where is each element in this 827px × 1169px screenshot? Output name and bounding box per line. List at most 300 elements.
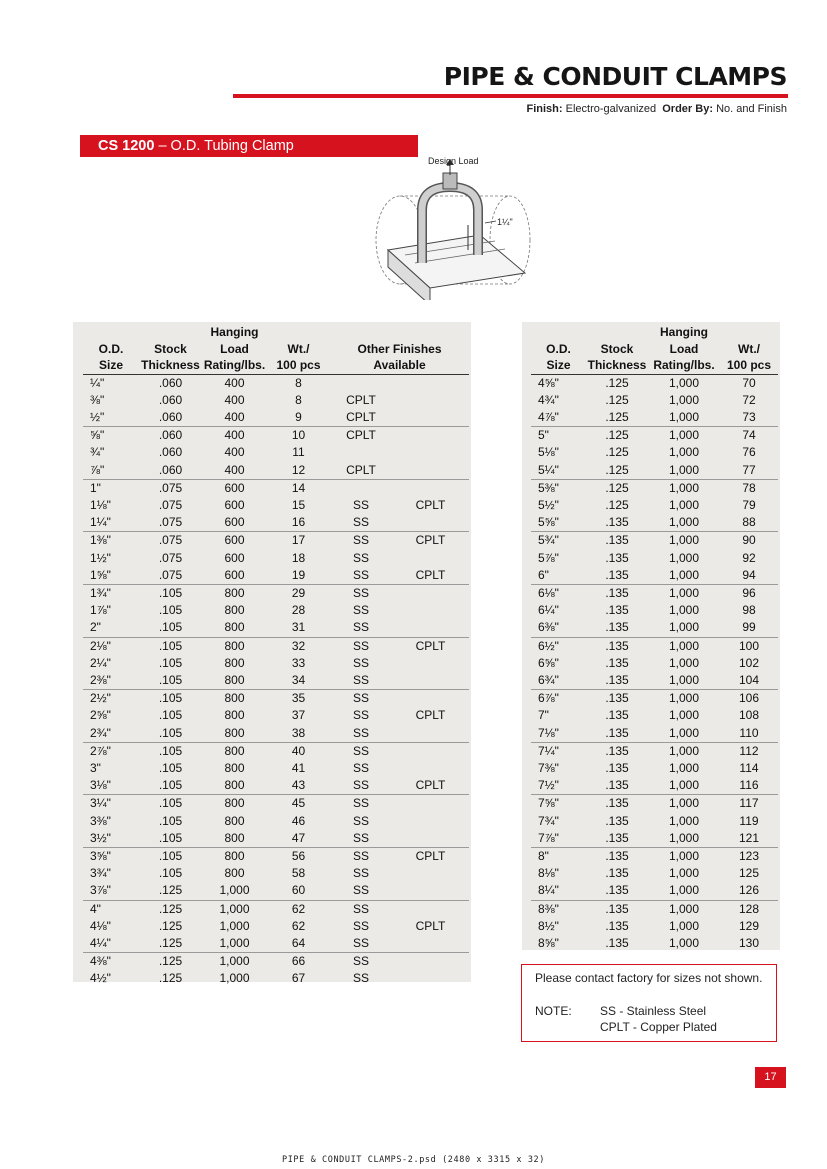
table-cell: 34	[267, 672, 330, 690]
table-cell: .135	[605, 533, 629, 548]
table-cell: .105	[158, 866, 183, 881]
col-od-size: O.D. Size	[531, 324, 586, 374]
table-cell: 7⅝"	[538, 796, 559, 811]
table-cell: 1,000	[668, 428, 700, 443]
table-cell: 31	[267, 619, 330, 637]
design-load-label: Design Load	[428, 156, 479, 166]
table-cell: SS	[330, 725, 392, 743]
order-value: No. and Finish	[716, 103, 787, 115]
table-cell: 106	[738, 691, 760, 706]
table-cell: 66	[291, 954, 306, 969]
table-cell: CPLT	[415, 848, 446, 863]
table-cell: SS	[352, 954, 369, 969]
table-cell: .125	[605, 445, 629, 460]
table-cell: 1,000	[668, 708, 700, 723]
table-row	[83, 707, 469, 724]
table-cell: 9	[267, 409, 330, 427]
contact-note: Please contact factory for sizes not shown.	[535, 971, 763, 985]
table-cell: 14	[291, 480, 306, 495]
table-cell: .135	[605, 550, 629, 565]
table-cell: 100	[738, 638, 760, 653]
table-row	[531, 777, 778, 795]
table-cell: 800	[224, 743, 245, 758]
table-cell: CPLT	[415, 497, 446, 512]
table-cell: 1,000	[668, 901, 700, 916]
table-row	[83, 813, 469, 830]
table-cell: 1,000	[648, 409, 720, 427]
table-cell: 8"	[538, 848, 549, 863]
table-cell: 1,000	[668, 936, 700, 950]
table-cell: 1,000	[668, 655, 700, 670]
table-cell: 800	[224, 760, 245, 775]
table-row	[531, 690, 778, 708]
table-cell: 94	[720, 567, 778, 585]
table-cell: .105	[158, 691, 183, 706]
table-row	[83, 584, 469, 602]
table-cell: 2½"	[90, 691, 111, 706]
table-cell: 64	[267, 935, 330, 953]
table-cell	[392, 584, 469, 602]
table-cell: .060	[158, 445, 183, 460]
table-cell: 600	[224, 533, 245, 548]
table-cell: 3⅞"	[83, 882, 139, 900]
note-box	[521, 964, 777, 1042]
table-row	[83, 567, 469, 585]
table-cell: 1,000	[219, 971, 250, 986]
table-cell: 10	[291, 428, 306, 443]
table-cell	[392, 655, 469, 672]
table-cell: 6⅞"	[538, 691, 559, 706]
table-cell: 1,000	[648, 567, 720, 585]
table-cell: SS	[352, 533, 369, 548]
table-cell: 5⅝"	[531, 514, 586, 532]
product-code: CS 1200	[98, 138, 155, 154]
table-cell: 88	[720, 514, 778, 532]
table-cell: 119	[739, 813, 759, 828]
note-label: NOTE:	[535, 1004, 572, 1018]
table-cell: .060	[158, 428, 183, 443]
table-cell: 1,000	[668, 533, 700, 548]
table-cell: 6¼"	[538, 603, 559, 618]
table-cell: 800	[202, 619, 267, 637]
table-cell: CPLT	[415, 918, 446, 933]
table-cell: 400	[224, 428, 245, 443]
page-number: 17	[755, 1067, 786, 1088]
table-cell: 6¾"	[531, 672, 586, 690]
table-cell: 1,000	[668, 743, 700, 758]
table-row	[531, 935, 778, 952]
table-cell: SS	[330, 619, 392, 637]
table-cell	[392, 690, 469, 708]
table-cell: SS	[330, 777, 392, 795]
table-cell: 123	[738, 848, 760, 863]
table-row	[83, 392, 469, 409]
table-cell: .135	[605, 901, 629, 916]
table-cell: 1,000	[668, 480, 700, 495]
table-cell: .060	[139, 409, 202, 427]
table-cell: 800	[202, 830, 267, 848]
table-row	[531, 479, 778, 497]
table-cell: .105	[158, 603, 183, 618]
table-row	[531, 584, 778, 602]
table-cell: SS	[330, 830, 392, 848]
right-spec-table	[531, 324, 778, 952]
table-cell	[392, 760, 469, 777]
table-cell: CPLT	[415, 638, 446, 653]
table-cell: SS	[352, 760, 369, 775]
table-cell: 8¼"	[531, 882, 586, 900]
table-cell: 45	[291, 796, 306, 811]
table-cell: 1,000	[668, 691, 700, 706]
table-cell: 6½"	[538, 638, 559, 653]
table-row	[83, 602, 469, 619]
table-row	[531, 374, 778, 392]
clamp-illustration	[360, 155, 540, 300]
table-row	[531, 900, 778, 918]
table-cell	[392, 479, 469, 497]
product-band	[80, 135, 418, 157]
table-cell: 110	[720, 725, 778, 743]
table-cell: 1,000	[668, 550, 700, 565]
table-cell: .125	[586, 462, 648, 480]
table-cell: 1,000	[668, 760, 700, 775]
table-cell: 4½"	[90, 971, 111, 986]
table-row	[83, 760, 469, 777]
table-cell: 1⅞"	[90, 603, 111, 618]
table-cell: 77	[720, 462, 778, 480]
table-row	[531, 637, 778, 655]
table-row	[531, 532, 778, 550]
table-cell	[392, 970, 469, 987]
table-cell: 3⅜"	[90, 813, 111, 828]
table-cell: .135	[586, 882, 648, 900]
table-cell: .135	[605, 655, 629, 670]
table-cell: .105	[158, 655, 183, 670]
table-cell: 6⅜"	[531, 619, 586, 637]
table-cell: 7½"	[531, 777, 586, 795]
table-cell: CPLT	[415, 533, 446, 548]
table-cell	[392, 392, 469, 409]
table-cell: .125	[158, 918, 183, 933]
table-row	[531, 409, 778, 427]
table-cell: 43	[267, 777, 330, 795]
table-cell: 1,000	[648, 672, 720, 690]
table-cell: SS	[352, 691, 369, 706]
table-cell: .075	[158, 480, 183, 495]
col-weight: Wt./ 100 pcs	[720, 324, 778, 374]
table-cell: 1,000	[668, 375, 700, 390]
table-cell: .075	[158, 533, 183, 548]
finish-value: Electro-galvanized	[565, 103, 657, 115]
table-cell	[330, 374, 392, 392]
table-cell: SS	[352, 585, 369, 600]
page-title: PIPE & CONDUIT CLAMPS	[443, 62, 787, 91]
table-row	[83, 777, 469, 795]
table-cell: 8	[295, 392, 302, 407]
table-cell: ⅞"	[83, 462, 139, 480]
table-cell: 1,000	[648, 462, 720, 480]
table-cell: 72	[742, 392, 756, 407]
table-cell: 2⅞"	[90, 743, 111, 758]
table-row	[83, 374, 469, 392]
table-cell: .105	[158, 760, 183, 775]
table-cell: .125	[139, 935, 202, 953]
table-cell: 98	[742, 603, 756, 618]
table-cell: 6⅝"	[538, 655, 559, 670]
table-cell: .125	[605, 497, 629, 512]
table-cell: .060	[158, 392, 183, 407]
table-cell: CPLT	[330, 462, 392, 480]
table-row	[83, 900, 469, 918]
table-cell	[392, 953, 469, 971]
table-cell: 8⅜"	[538, 901, 559, 916]
table-cell	[392, 900, 469, 918]
table-cell: .060	[139, 462, 202, 480]
left-spec-table	[83, 324, 469, 988]
table-cell: 1⅜"	[90, 533, 111, 548]
table-cell: 12	[267, 462, 330, 480]
table-cell: .075	[158, 550, 183, 565]
table-row	[531, 918, 778, 935]
table-row	[83, 672, 469, 690]
table-cell	[392, 427, 469, 445]
table-row	[83, 830, 469, 848]
table-cell: SS	[352, 638, 369, 653]
table-row	[83, 655, 469, 672]
table-cell: 67	[291, 971, 306, 986]
table-cell: .125	[586, 409, 648, 427]
table-cell: SS	[352, 550, 369, 565]
table-row	[531, 847, 778, 865]
table-cell: .125	[605, 428, 629, 443]
table-cell: 28	[291, 603, 306, 618]
table-cell	[392, 865, 469, 882]
table-cell: 3⅝"	[90, 848, 111, 863]
table-cell: CPLT	[392, 777, 469, 795]
table-cell: .125	[605, 375, 629, 390]
table-cell: .075	[139, 514, 202, 532]
table-cell: 800	[202, 725, 267, 743]
table-cell: 5¾"	[538, 533, 559, 548]
table-cell	[392, 672, 469, 690]
left-table-body	[83, 374, 469, 988]
table-cell: 29	[291, 585, 306, 600]
table-row	[83, 690, 469, 708]
table-cell: 800	[202, 672, 267, 690]
col-hanging-load: Hanging Load Rating/lbs.	[203, 325, 266, 372]
table-row	[83, 637, 469, 655]
table-cell: 1,000	[668, 392, 700, 407]
table-cell: 1⅛"	[90, 497, 111, 512]
table-row	[83, 953, 469, 971]
table-cell: 99	[720, 619, 778, 637]
table-cell: 47	[267, 830, 330, 848]
table-cell: 1,000	[668, 866, 700, 881]
table-cell: .135	[605, 708, 629, 723]
table-row	[531, 567, 778, 585]
table-cell: SS	[352, 743, 369, 758]
table-cell: 400	[224, 445, 245, 460]
table-cell: 1,000	[668, 848, 700, 863]
table-cell: 2¼"	[90, 655, 111, 670]
table-cell: SS	[352, 813, 369, 828]
table-row	[83, 970, 469, 987]
table-cell: 1,000	[668, 497, 700, 512]
table-row	[531, 672, 778, 690]
table-cell: 1,000	[668, 813, 700, 828]
table-cell: .135	[605, 796, 629, 811]
table-cell: 2¾"	[83, 725, 139, 743]
table-cell: 3½"	[83, 830, 139, 848]
table-cell: 1,000	[648, 619, 720, 637]
table-cell: 79	[742, 497, 756, 512]
table-cell: 1,000	[668, 603, 700, 618]
table-cell: .135	[605, 638, 629, 653]
table-row	[83, 462, 469, 480]
table-cell	[392, 514, 469, 532]
table-cell: 35	[291, 691, 306, 706]
finish-label: Finish:	[526, 103, 563, 115]
table-cell: .105	[158, 638, 183, 653]
table-cell: 5"	[538, 428, 549, 443]
right-table-panel	[522, 322, 780, 950]
table-cell: .135	[586, 514, 648, 532]
table-cell: .125	[158, 971, 183, 986]
table-cell	[392, 725, 469, 743]
table-cell: 46	[291, 813, 306, 828]
table-cell: SS	[352, 603, 369, 618]
table-cell: 104	[720, 672, 778, 690]
table-cell: 56	[291, 848, 306, 863]
table-row	[531, 550, 778, 567]
table-cell: 400	[202, 409, 267, 427]
table-row	[531, 427, 778, 445]
table-cell: 1,000	[648, 514, 720, 532]
table-cell: .125	[158, 954, 183, 969]
table-cell: 800	[202, 777, 267, 795]
table-cell	[392, 374, 469, 392]
table-cell: SS	[352, 796, 369, 811]
table-cell: .135	[586, 619, 648, 637]
table-cell: 800	[224, 813, 245, 828]
table-cell: 1,000	[219, 954, 250, 969]
table-cell: 1,000	[219, 901, 250, 916]
table-cell: 62	[291, 901, 306, 916]
table-cell: 4⅝"	[538, 375, 559, 390]
table-cell	[392, 830, 469, 848]
table-cell	[392, 619, 469, 637]
table-row	[83, 550, 469, 567]
table-cell: 800	[224, 848, 245, 863]
right-table-body	[531, 374, 778, 952]
table-cell: .105	[139, 830, 202, 848]
table-cell: .125	[605, 392, 629, 407]
table-cell: .075	[158, 497, 183, 512]
table-cell: 1,000	[202, 935, 267, 953]
table-cell: 41	[291, 760, 306, 775]
table-cell: 7"	[538, 708, 549, 723]
table-cell: .135	[586, 567, 648, 585]
table-row	[531, 514, 778, 532]
table-cell: .105	[139, 619, 202, 637]
table-row	[83, 918, 469, 935]
table-cell: 114	[739, 760, 759, 775]
table-cell: 1,000	[648, 725, 720, 743]
table-cell: 40	[291, 743, 306, 758]
table-cell: 600	[202, 514, 267, 532]
table-cell: ¾"	[90, 445, 105, 460]
table-cell: 11	[292, 445, 305, 460]
table-cell: 1¼"	[83, 514, 139, 532]
table-cell: 400	[224, 392, 245, 407]
table-cell: 108	[738, 708, 760, 723]
table-cell	[330, 479, 392, 497]
table-cell: 800	[224, 866, 245, 881]
table-cell: SS	[330, 514, 392, 532]
table-cell: 1,000	[668, 638, 700, 653]
table-cell: .135	[605, 813, 629, 828]
table-cell: .105	[158, 848, 183, 863]
table-row	[83, 935, 469, 953]
table-cell: SS	[330, 882, 392, 900]
table-cell: 125	[738, 866, 760, 881]
table-row	[83, 497, 469, 514]
table-row	[83, 865, 469, 882]
table-cell	[392, 409, 469, 427]
table-row	[83, 882, 469, 900]
table-cell: 73	[720, 409, 778, 427]
table-cell: 1,000	[668, 796, 700, 811]
col-stock-thickness: Stock Thickness	[139, 324, 202, 374]
table-cell: 1,000	[219, 918, 250, 933]
table-cell: CPLT	[392, 567, 469, 585]
table-row	[83, 409, 469, 427]
table-cell: .135	[605, 743, 629, 758]
table-cell: 7¾"	[538, 813, 559, 828]
table-row	[531, 462, 778, 480]
table-row	[83, 795, 469, 813]
table-cell	[392, 742, 469, 760]
table-cell: 117	[739, 796, 759, 811]
table-cell: 5⅜"	[538, 480, 559, 495]
table-cell: 600	[202, 567, 267, 585]
table-cell: 4⅜"	[90, 954, 111, 969]
col-weight: Wt./ 100 pcs	[267, 324, 330, 374]
table-cell: 8	[295, 375, 302, 390]
table-cell: .135	[605, 936, 629, 950]
table-row	[83, 847, 469, 865]
table-cell: 2⅝"	[90, 708, 111, 723]
table-cell: 1½"	[90, 550, 111, 565]
table-cell: 129	[738, 918, 760, 933]
table-cell: SS	[330, 567, 392, 585]
table-row	[83, 427, 469, 445]
table-row	[531, 882, 778, 900]
table-cell: .135	[605, 585, 629, 600]
table-cell: SS	[352, 708, 369, 723]
table-cell: 62	[291, 918, 306, 933]
table-cell: .105	[158, 585, 183, 600]
col-od-size: O.D. Size	[83, 324, 139, 374]
table-cell: .135	[586, 830, 648, 848]
table-cell: 92	[742, 550, 756, 565]
table-cell: 800	[224, 796, 245, 811]
table-cell: 600	[224, 480, 245, 495]
table-cell: ½"	[83, 409, 139, 427]
table-cell: 6⅛"	[538, 585, 559, 600]
table-cell: 8⅛"	[538, 866, 559, 881]
table-cell: 3"	[90, 760, 101, 775]
